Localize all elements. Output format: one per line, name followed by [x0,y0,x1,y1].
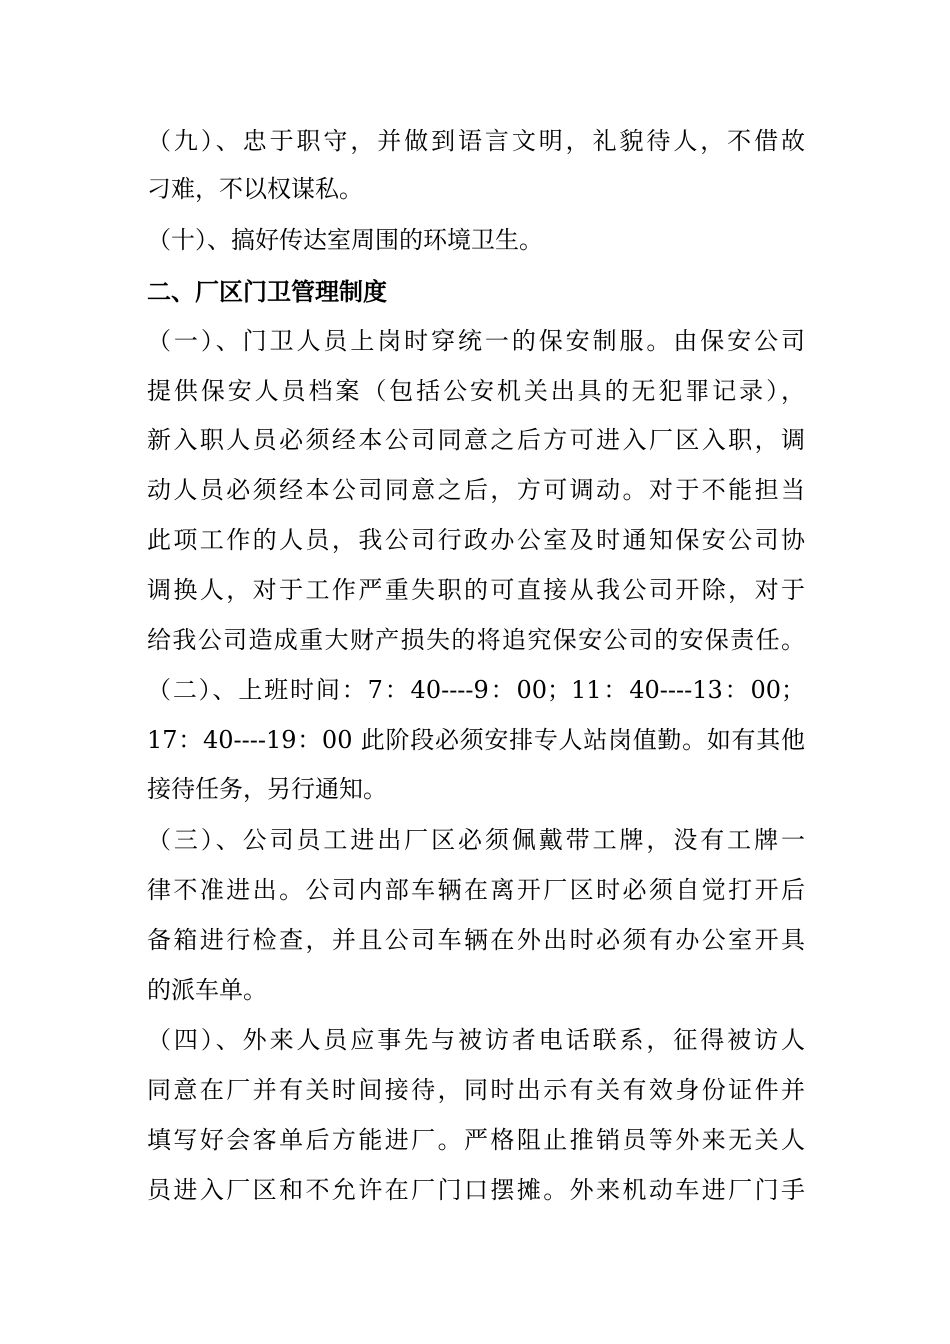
text-line: 备箱进行检查，并且公司车辆在外出时必须有办公室开具 [147,926,805,954]
text-line: （九）、忠于职守，并做到语言文明，礼貌待人，不借故 [147,127,805,155]
text-line: 动人员必须经本公司同意之后，方可调动。对于不能担当 [147,476,805,504]
text-line: 填写好会客单后方能进厂。严格阻止推销员等外来无关人 [147,1126,805,1154]
text-line: （三）、公司员工进出厂区必须佩戴带工牌，没有工牌一 [147,826,805,854]
text-line: 员进入厂区和不允许在厂门口摆摊。外来机动车进厂门手 [147,1176,805,1204]
section-heading: 二、厂区门卫管理制度 [147,277,387,306]
text-line: 提供保安人员档案（包括公安机关出具的无犯罪记录）， [147,377,805,405]
text-line: 的派车单。 [147,976,267,1004]
text-line: 调换人，对于工作严重失职的可直接从我公司开除，对于 [147,576,805,604]
text-line: 刁难，不以权谋私。 [147,175,363,203]
text-line: （二）、上班时间：7：40----9：00；11：40----13：00； [147,676,805,704]
text-line: 接待任务，另行通知。 [147,775,387,803]
text-line: 同意在厂并有关时间接待，同时出示有关有效身份证件并 [147,1076,805,1104]
text-line: 给我公司造成重大财产损失的将追究保安公司的安保责任。 [147,626,805,654]
text-line: 此项工作的人员，我公司行政办公室及时通知保安公司协 [147,526,805,554]
text-line: （一）、门卫人员上岗时穿统一的保安制服。由保安公司 [147,327,805,355]
text-line: 律不准进出。公司内部车辆在离开厂区时必须自觉打开后 [147,876,805,904]
text-line: 新入职人员必须经本公司同意之后方可进入厂区入职，调 [147,426,805,454]
text-line: 17：40----19：00 此阶段必须安排专人站岗值勤。如有其他 [147,726,805,754]
text-line: （十）、搞好传达室周围的环境卫生。 [147,226,543,254]
text-line: （四）、外来人员应事先与被访者电话联系，征得被访人 [147,1026,805,1054]
